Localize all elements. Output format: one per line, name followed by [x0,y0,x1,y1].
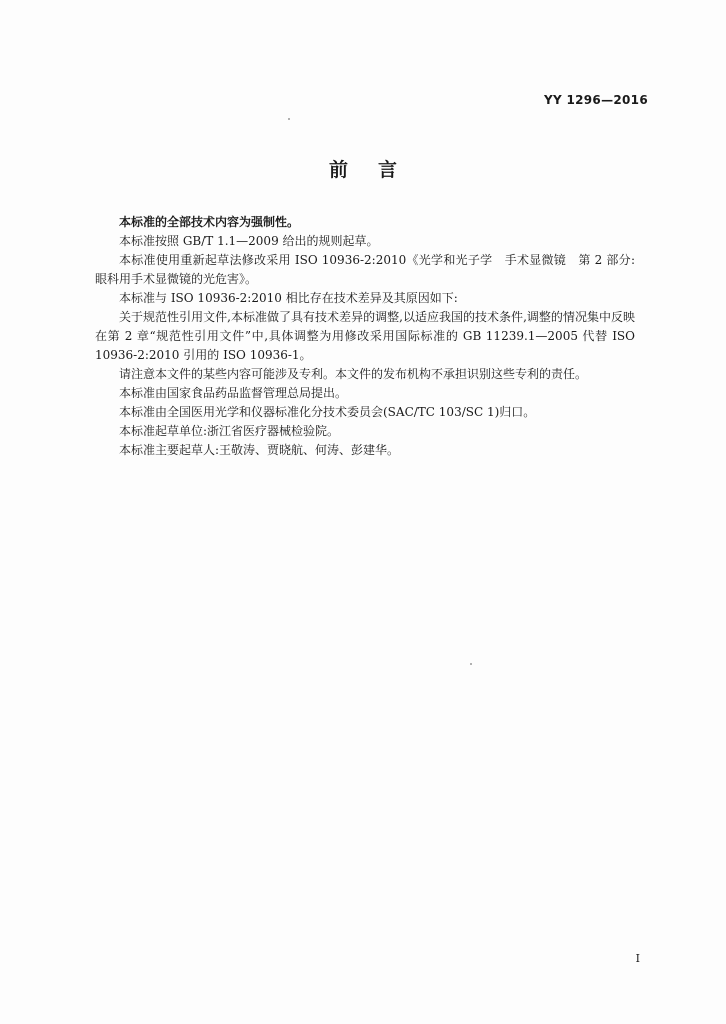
page-number: I [635,952,640,965]
scan-speck [470,663,472,665]
paragraph-normative-references: 关于规范性引用文件,本标准做了具有技术差异的调整,以适应我国的技术条件,调整的情况集中反映在第 2 章“规范性引用文件”中,具体调整为用修改采用国际标准的 GB 11239.1—2005 代替 ISO 10936-2:2010 引用的 ISO 10936-1。 [95,310,635,362]
paragraph-drafting-rules: 本标准按照 GB/T 1.1—2009 给出的规则起草。 [119,234,379,248]
paragraph-differences-intro: 本标准与 ISO 10936-2:2010 相比存在技术差异及其原因如下: [119,291,458,305]
paragraph-technical-committee: 本标准由全国医用光学和仪器标准化分技术委员会(SAC/TC 103/SC 1)归口。 [119,405,536,419]
paragraph-patent-notice: 请注意本文件的某些内容可能涉及专利。本文件的发布机构不承担识别这些专利的责任。 [119,367,588,381]
paragraph-mandatory-statement: 本标准的全部技术内容为强制性。 [119,215,300,229]
page-title: 前言 [328,159,427,181]
paragraph-drafting-organization: 本标准起草单位:浙江省医疗器械检验院。 [119,424,340,438]
paragraph-drafters: 本标准主要起草人:王敬涛、贾晓航、何涛、彭建华。 [119,443,400,457]
foreword-body [95,213,635,460]
paragraph-proposed-by: 本标准由国家食品药品监督管理总局提出。 [119,386,348,400]
paragraph-adoption-method: 本标准使用重新起草法修改采用 ISO 10936-2:2010《光学和光子学 手术显微镜 第 2 部分:眼科用手术显微镜的光危害》。 [95,253,635,286]
scan-speck [288,118,290,120]
standard-code: YY 1296—2016 [544,93,648,107]
